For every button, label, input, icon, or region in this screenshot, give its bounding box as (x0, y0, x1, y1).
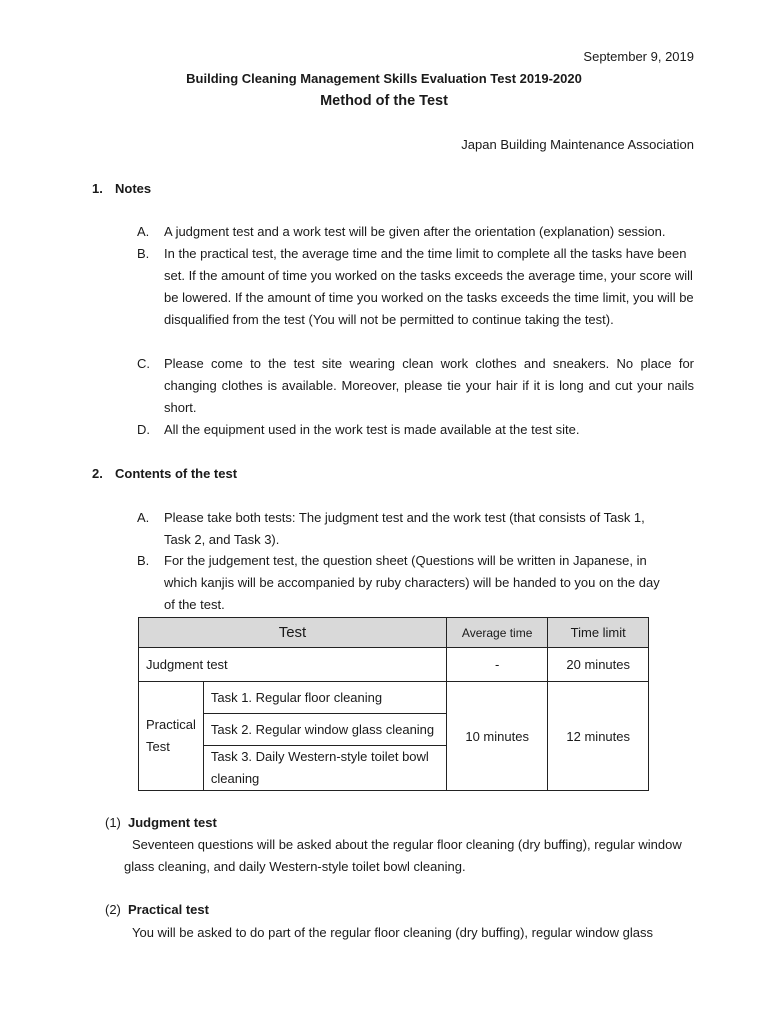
subsection-number: (2) (105, 902, 121, 917)
document-subtitle: Method of the Test (320, 93, 448, 109)
subsection-number: (1) (105, 815, 121, 830)
item-letter: D. (137, 422, 150, 437)
subsection-title: Practical test (128, 902, 209, 917)
cell-task-2: Task 2. Regular window glass cleaning (203, 714, 446, 746)
cell-practical-label (139, 682, 204, 791)
table-row-judgment (139, 648, 649, 682)
section-title: Notes (115, 181, 152, 196)
item-letter: C. (137, 356, 150, 371)
contents-item-a (137, 507, 694, 551)
document-date: September 9, 2019 (583, 49, 694, 64)
section-1-heading (92, 181, 151, 196)
header-test: Test (139, 618, 447, 648)
subsection-2-heading (105, 902, 209, 917)
section-number: 1. (92, 181, 103, 196)
cell-task-3: Task 3. Daily Western-style toilet bowl cleaning (203, 746, 446, 791)
item-text: For the judgement test, the question sheet (Questions will be written in Japanese, in which kanjis will be accompanied by ruby characters) will be handed to you on the day of the test. (164, 553, 660, 612)
header-average-time: Average time (446, 618, 548, 648)
section-2-heading (92, 466, 237, 481)
practical-label-line2: Test (146, 739, 170, 754)
cell-judgment-name: Judgment test (139, 648, 447, 682)
cell-practical-average: 10 minutes (446, 682, 548, 791)
contents-item-b (137, 550, 694, 616)
section-title: Contents of the test (115, 466, 238, 481)
item-letter: A. (137, 224, 150, 239)
item-letter: A. (137, 510, 150, 525)
cell-practical-limit: 12 minutes (548, 682, 649, 791)
test-schedule-table (138, 617, 649, 791)
notes-item-d (137, 419, 694, 441)
item-text: A judgment test and a work test will be given after the orientation (explanation) session. (164, 224, 666, 239)
table-row-task-1 (139, 682, 649, 714)
item-text: In the practical test, the average time and the time limit to complete all the tasks have been set. If the amount of time you worked on the tasks exceeds the average time, your score will be lowered. If the amount of time you worked on the tasks exceeds the time limit, you will be disqualified from the test (You will not be permitted to continue taking the test). (164, 246, 694, 327)
subsection-1-heading (105, 815, 217, 830)
notes-item-a (137, 221, 694, 243)
table-header-row (139, 618, 649, 648)
header-time-limit: Time limit (548, 618, 649, 648)
practical-label-line1: Practical (146, 717, 196, 732)
subsection-2-text: You will be asked to do part of the regular floor cleaning (dry buffing), regular window glass (132, 925, 654, 940)
item-letter: B. (137, 553, 150, 568)
subsection-1-text: Seventeen questions will be asked about the regular floor cleaning (dry buffing), regular window glass cleaning, and daily Western-style toilet bowl cleaning. (124, 837, 682, 874)
issuing-organization: Japan Building Maintenance Association (461, 137, 694, 152)
item-text: Please come to the test site wearing clean work clothes and sneakers. No place for changing clothes is available. Moreover, please tie your hair if it is long and cut your nails short. (164, 356, 694, 415)
section-number: 2. (92, 466, 103, 481)
item-text: All the equipment used in the work test is made available at the test site. (164, 422, 580, 437)
item-text: Please take both tests: The judgment test and the work test (that consists of Task 1, Task 2, and Task 3). (164, 510, 645, 547)
notes-item-c (137, 353, 694, 419)
subsection-title: Judgment test (128, 815, 217, 830)
item-letter: B. (137, 246, 150, 261)
cell-judgment-limit: 20 minutes (548, 648, 649, 682)
cell-judgment-average: - (446, 648, 548, 682)
document-title: Building Cleaning Management Skills Evaluation Test 2019-2020 (186, 71, 582, 86)
notes-item-b (137, 243, 694, 331)
cell-task-1: Task 1. Regular floor cleaning (203, 682, 446, 714)
